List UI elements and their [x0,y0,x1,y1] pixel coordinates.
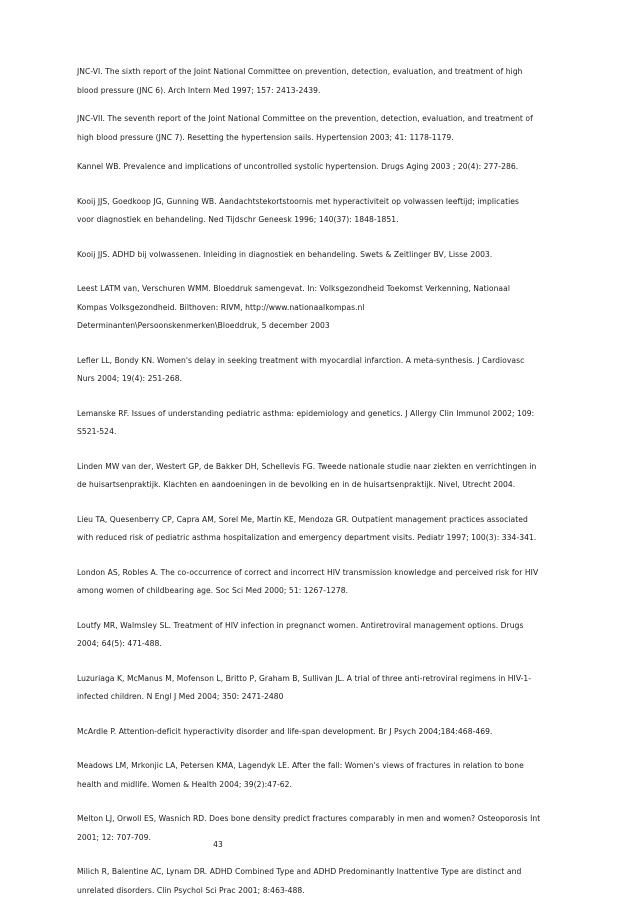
reference-line: health and midlife. Women & Health 2004; 39(2):47-62. [77,779,292,789]
reference-line: London AS, Robles A. The co-occurrence of correct and incorrect HIV transmission knowledge and perceived risk for HIV [77,567,539,577]
reference-line: infected children. N Engl J Med 2004; 350: 2471-2480 [77,692,284,701]
reference-entry [77,63,567,100]
reference-line: McArdle P. Attention-deficit hyperactivity disorder and life-span development. Br J Psych 2004;184:468-469. [77,726,493,736]
reference-line: Lefler LL, Bondy KN. Women's delay in seeking treatment with myocardial infarction. A meta-synthesis. J Cardiovasc [77,355,525,365]
reference-entry [77,564,567,601]
page-number: 43 [213,840,223,849]
reference-entry [77,458,567,495]
reference-line: Meadows LM, Mrkonjic LA, Petersen KMA, Lagendyk LE. After the fall: Women's views of fractures in relation to bone [77,761,524,770]
reference-line: Nurs 2004; 19(4): 251-268. [77,374,183,383]
reference-entry [77,158,567,177]
reference-entry [77,280,567,336]
reference-line: JNC-VII. The seventh report of the Joint National Committee on the prevention, detection, evaluation, and treatment of [77,114,533,123]
reference-line: high blood pressure (JNC 7). Resetting the hypertension sails. Hypertension 2003; 41: 1178-1179. [77,132,454,142]
reference-line: Kooij JJS, Goedkoop JG, Gunning WB. Aandachtstekortstoornis met hyperactiviteit op volwassen leeftijd; implicaties [77,196,520,206]
reference-entry [77,757,567,794]
reference-line: Lieu TA, Quesenberry CP, Capra AM, Sorel Me, Martin KE, Mendoza GR. Outpatient management practices associated [77,514,528,524]
reference-line: Luzuriaga K, McManus M, Mofenson L, Britto P, Graham B, Sullivan JL. A trial of three anti-retroviral regimens in HIV-1- [77,673,532,683]
reference-line: with reduced risk of pediatric asthma hospitalization and emergency department visits. Pediatr 1997; 100(3): 334-341. [77,533,537,542]
reference-line: voor diagnostiek en behandeling. Ned Tijdschr Geneesk 1996; 140(37): 1848-1851. [77,215,399,224]
reference-entry [77,810,567,847]
reference-entry [77,110,567,147]
reference-line: Linden MW van der, Westert GP, de Bakker DH, Schellevis FG. Tweede nationale studie naar ziekten en verrichtingen in [77,461,537,471]
reference-entry [77,863,567,900]
reference-line: 2004; 64(5): 471-488. [77,639,162,648]
reference-entry [77,352,567,389]
reference-entry [77,617,567,654]
reference-entry [77,246,567,265]
reference-line: S521-524. [77,427,117,436]
reference-line: Kannel WB. Prevalence and implications of uncontrolled systolic hypertension. Drugs Aging 2003 ; 20(4): 277-286. [77,162,519,171]
reference-line: de huisartsenpraktijk. Klachten en aandoeningen in de bevolking en in de huisartsenpraktijk. Nivel, Utrecht 2004. [77,480,516,489]
reference-list [77,63,567,916]
reference-entry [77,193,567,230]
reference-entry [77,511,567,548]
reference-line: Determinanten\Persoonskenmerken\Bloeddruk, 5 december 2003 [77,321,330,330]
reference-line: unrelated disorders. Clin Psychol Sci Prac 2001; 8:463-488. [77,885,305,895]
reference-line: Kompas Volksgezondheid. Bilthoven: RIVM, http://www.nationaalkompas.nl [77,302,365,312]
reference-line: blood pressure (JNC 6). Arch Intern Med 1997; 157: 2413-2439. [77,85,321,95]
reference-line: Kooij JJS. ADHD bij volwassenen. Inleiding in diagnostiek en behandeling. Swets & Zeitlinger BV, Lisse 2003. [77,249,493,259]
reference-line: Loutfy MR, Walmsley SL. Treatment of HIV infection in pregnanct women. Antiretroviral management options. Drugs [77,620,524,630]
reference-line: Lemanske RF. Issues of understanding pediatric asthma: epidemiology and genetics. J Allergy Clin Immunol 2002; 109: [77,408,535,418]
reference-line: Melton LJ, Orwoll ES, Wasnich RD. Does bone density predict fractures comparably in men and women? Osteoporosis Int [77,814,541,823]
reference-entry [77,723,567,742]
reference-entry [77,670,567,707]
reference-line: among women of childbearing age. Soc Sci Med 2000; 51: 1267-1278. [77,586,349,595]
reference-line: Milich R, Balentine AC, Lynam DR. ADHD Combined Type and ADHD Predominantly Inattentive Type are distinct and [77,867,522,876]
reference-entry [77,405,567,442]
reference-line: Leest LATM van, Verschuren WMM. Bloeddruk samengevat. In: Volksgezondheid Toekomst Verkenning, Nationaal [77,284,510,293]
reference-line: 2001; 12: 707-709. [77,832,151,842]
reference-line: JNC-VI. The sixth report of the Joint National Committee on prevention, detection, evaluation, and treatment of high [77,67,523,76]
